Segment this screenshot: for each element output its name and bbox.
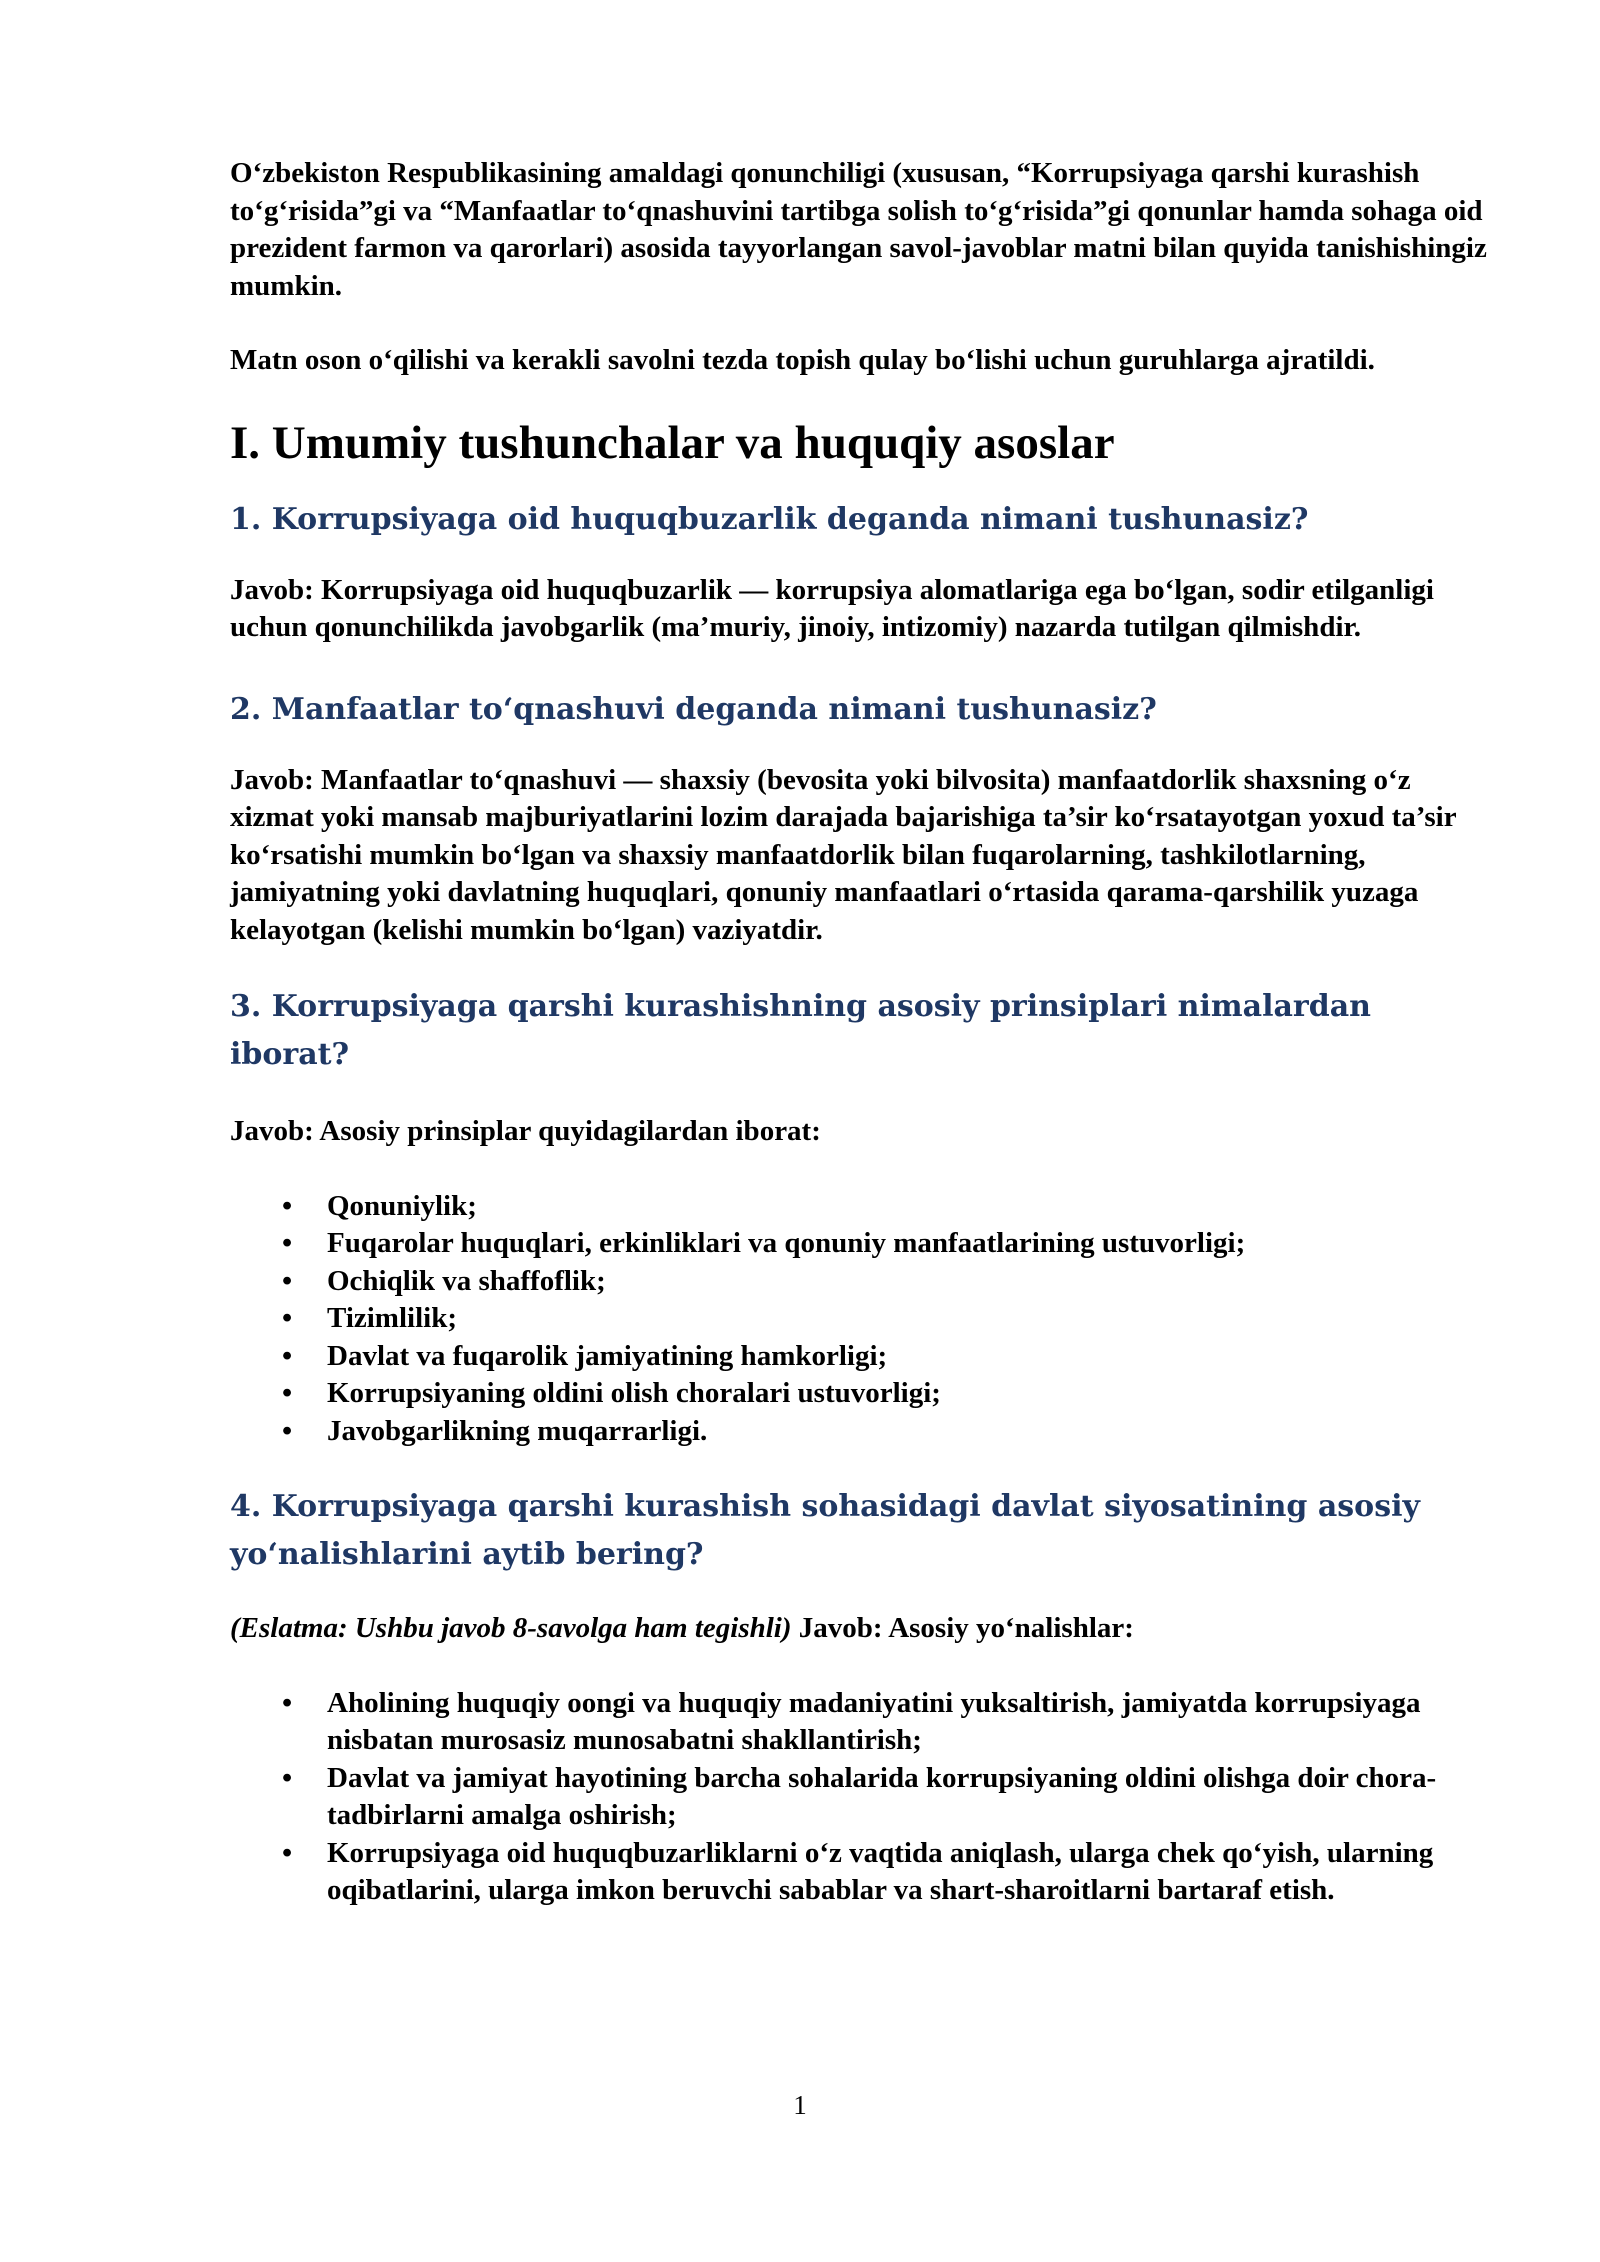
bullet-icon: • [282, 1836, 293, 1869]
question-1-answer: Javob: Korrupsiyaga oid huquqbuzarlik — korrupsiya alomatlariga ega bo‘lgan, sodir etilganligi uchun qonunchilikda javobgarlik (ma’muriy, jinoiy, intizomiy) nazarda tutilgan qilmishdir. [230, 573, 1434, 643]
list-item [230, 1760, 1492, 1835]
list-item-text: Ochiqlik va shaffoflik; [327, 1264, 606, 1297]
bullet-icon: • [282, 1189, 293, 1222]
list-item [230, 1188, 1492, 1226]
bullet-icon: • [282, 1339, 293, 1372]
list-item [230, 1225, 1492, 1263]
section-heading: I. Umumiy tushunchalar va huquqiy asoslar [230, 416, 1115, 469]
list-item-text: Korrupsiyaning oldini olish choralari ustuvorligi; [327, 1377, 941, 1409]
list-item-text: Javobgarlikning muqarrarligi. [327, 1414, 708, 1447]
question-2-heading: 2. Manfaatlar to‘qnashuvi deganda nimani tushunasiz? [230, 691, 1157, 727]
bullet-icon: • [282, 1377, 293, 1409]
page-number: 1 [793, 2090, 807, 2120]
intro-paragraph: O‘zbekiston Respublikasining amaldagi qonunchiligi (xususan, “Korrupsiyaga qarshi kurashish to‘g‘risida”gi va “Manfaatlar to‘qnashuvini tartibga solish to‘g‘risida”gi qonunlar hamda sohaga oid prezident farmon va qarorlari) asosida tayyorlangan savol-javoblar matni bilan quyida tanishishingiz mumkin. [230, 157, 1487, 302]
list-item [230, 1300, 1492, 1338]
question-3-heading: 3. Korrupsiyaga qarshi kurashishning asosiy prinsiplari nimalardan iborat? [230, 989, 1371, 1072]
question-4-answer [230, 1610, 1492, 1648]
question-4-note: (Eslatma: Ushbu javob 8-savolga ham tegishli) [230, 1612, 792, 1644]
list-item [230, 1685, 1492, 1760]
directions-list [230, 1685, 1492, 1910]
bullet-icon: • [282, 1686, 293, 1719]
list-item [230, 1263, 1492, 1301]
question-4-heading: 4. Korrupsiyaga qarshi kurashish sohasidagi davlat siyosatining asosiy yo‘nalishlarini aytib bering? [230, 1489, 1420, 1572]
bullet-icon: • [282, 1761, 293, 1794]
question-3-answer-text: Javob: Asosiy prinsiplar quyidagilardan iborat: [230, 1115, 821, 1147]
list-item-text: Fuqarolar huquqlari, erkinliklari va qonuniy manfaatlarining ustuvorligi; [327, 1227, 1246, 1259]
question-4-answer-text: Javob: Asosiy yo‘nalishlar: [798, 1612, 1134, 1644]
bullet-icon: • [282, 1414, 293, 1447]
principles-list [230, 1188, 1492, 1451]
list-item [230, 1835, 1492, 1910]
list-item [230, 1413, 1492, 1451]
list-item [230, 1375, 1492, 1413]
list-item-text: Korrupsiyaga oid huquqbuzarliklarni o‘z vaqtida aniqlash, ularga chek qo‘yish, ularning oqibatlarini, ularga imkon beruvchi sabablar va shart-sharoitlarni bartaraf etish. [327, 1836, 1434, 1906]
list-item-text: Aholining huquqiy oongi va huquqiy madaniyatini yuksaltirish, jamiyatda korrupsiyaga nisbatan murosasiz munosabatni shakllantirish; [327, 1686, 1421, 1756]
question-3-answer [230, 1113, 1492, 1151]
question-2-answer: Javob: Manfaatlar to‘qnashuvi — shaxsiy (bevosita yoki bilvosita) manfaatdorlik shaxsning o‘z xizmat yoki mansab majburiyatlarini lozim darajada bajarishiga ta’sir ko‘rsatayotgan yoxud ta’sir ko‘rsatishi mumkin bo‘lgan va shaxsiy manfaatdorlik bilan fuqarolarning, tashkilotlarning, jamiyatning yoki davlatning huquqlari, qonuniy manfaatlari o‘rtasida qarama-qarshilik yuzaga kelayotgan (kelishi mumkin bo‘lgan) vaziyatdir. [230, 763, 1457, 946]
bullet-icon: • [282, 1302, 293, 1334]
bullet-icon: • [282, 1227, 293, 1259]
bullet-icon: • [282, 1264, 293, 1297]
list-item-text: Davlat va jamiyat hayotining barcha sohalarida korrupsiyaning oldini olishga doir chora-tadbirlarni amalga oshirish; [327, 1761, 1437, 1831]
list-item-text: Tizimlilik; [327, 1302, 457, 1334]
list-item [230, 1338, 1492, 1376]
intro-note-paragraph: Matn oson o‘qilishi va kerakli savolni tezda topish qulay bo‘lishi uchun guruhlarga ajratildi. [230, 344, 1375, 376]
list-item-text: Davlat va fuqarolik jamiyatining hamkorligi; [327, 1339, 888, 1372]
list-item-text: Qonuniylik; [327, 1189, 477, 1222]
question-1-heading: 1. Korrupsiyaga oid huquqbuzarlik deganda nimani tushunasiz? [230, 501, 1309, 537]
